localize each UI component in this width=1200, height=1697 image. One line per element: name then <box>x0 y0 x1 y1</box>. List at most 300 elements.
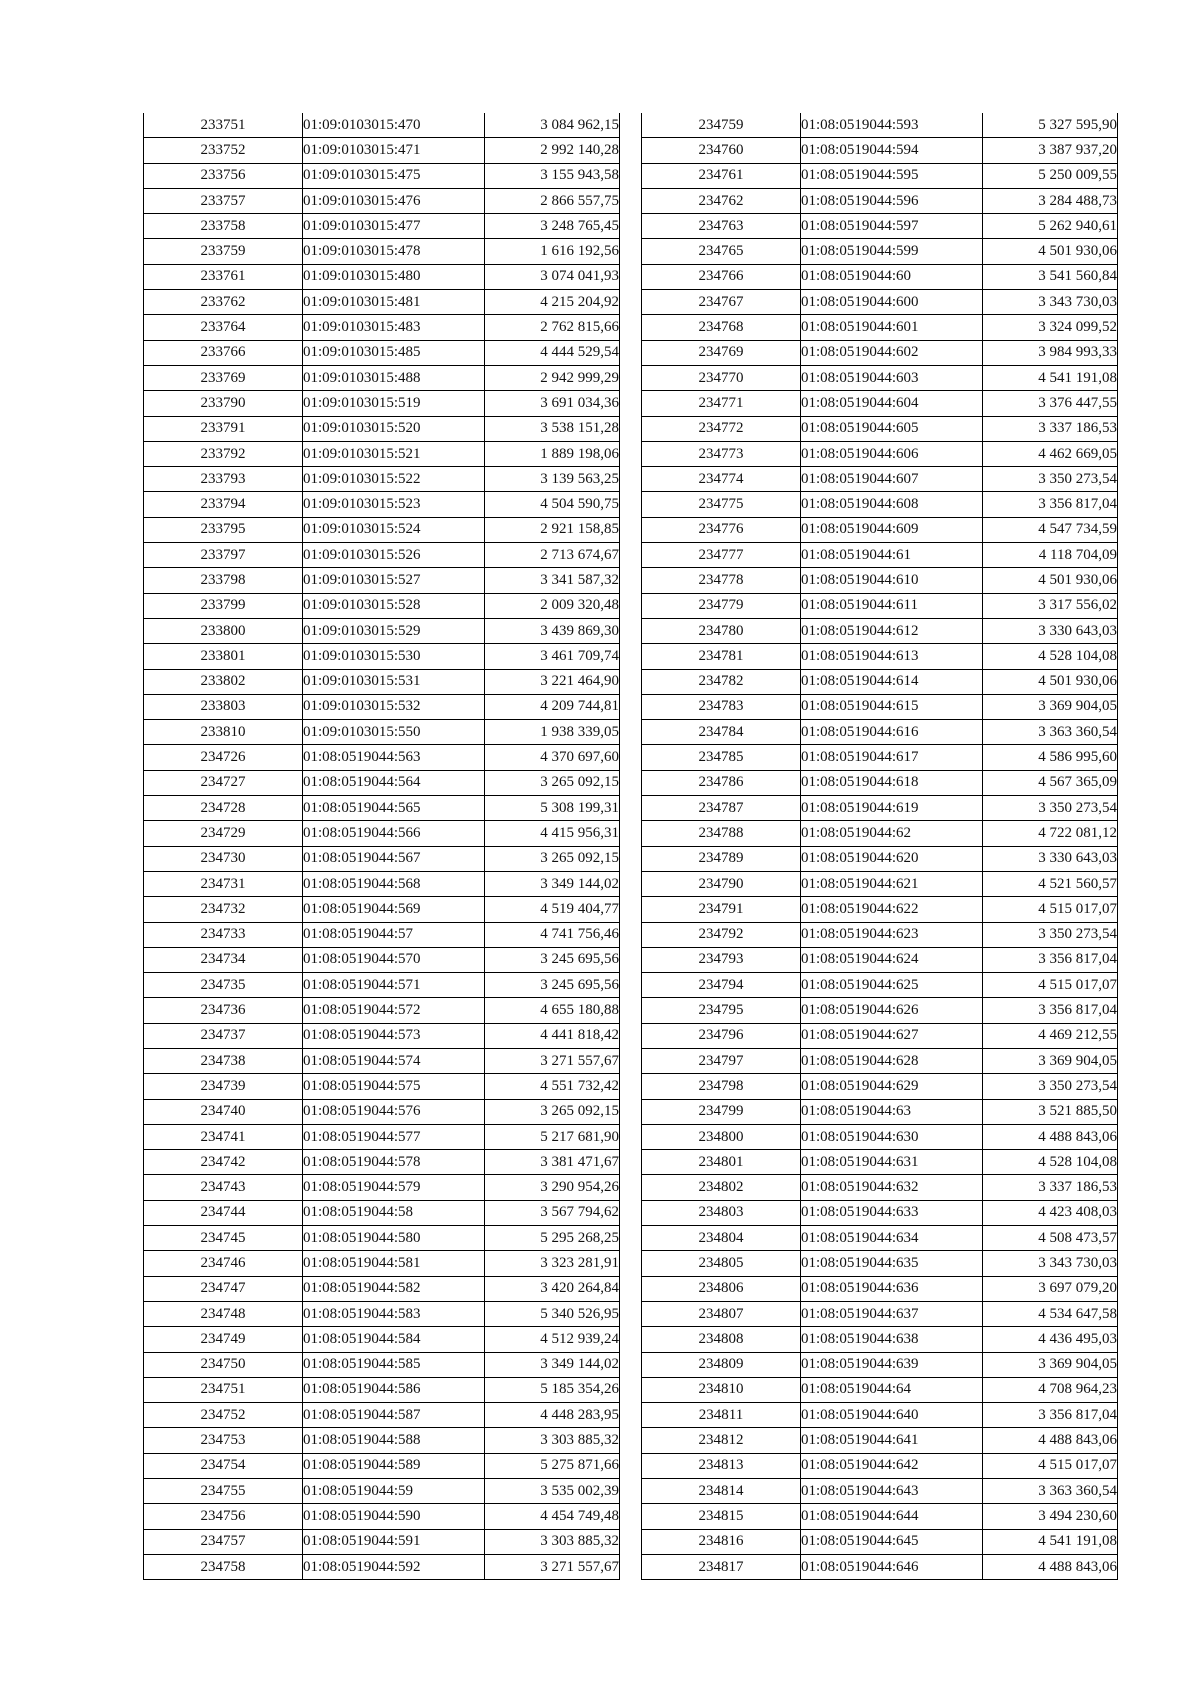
record-number-cell: 233759 <box>144 239 303 264</box>
record-number-cell: 234796 <box>642 1023 801 1048</box>
value-cell: 4 423 408,03 <box>983 1200 1118 1225</box>
table-row <box>642 1352 1118 1377</box>
table-row <box>144 1276 620 1301</box>
data-table-left <box>143 113 620 1580</box>
value-cell: 3 521 885,50 <box>983 1099 1118 1124</box>
record-number-cell: 233751 <box>144 113 303 138</box>
table-row <box>144 340 620 365</box>
cadastral-number-cell: 01:08:0519044:622 <box>801 897 983 922</box>
cadastral-number-cell: 01:08:0519044:589 <box>303 1453 485 1478</box>
cadastral-number-cell: 01:08:0519044:563 <box>303 745 485 770</box>
value-cell: 2 992 140,28 <box>485 138 620 163</box>
value-cell: 3 271 557,67 <box>485 1048 620 1073</box>
cadastral-number-cell: 01:08:0519044:629 <box>801 1074 983 1099</box>
value-cell: 3 350 273,54 <box>983 1074 1118 1099</box>
cadastral-number-cell: 01:08:0519044:572 <box>303 998 485 1023</box>
value-cell: 4 512 939,24 <box>485 1327 620 1352</box>
cadastral-number-cell: 01:08:0519044:64 <box>801 1377 983 1402</box>
table-row <box>642 694 1118 719</box>
record-number-cell: 234744 <box>144 1200 303 1225</box>
cadastral-number-cell: 01:08:0519044:578 <box>303 1150 485 1175</box>
record-number-cell: 234741 <box>144 1124 303 1149</box>
cadastral-number-cell: 01:08:0519044:58 <box>303 1200 485 1225</box>
record-number-cell: 234734 <box>144 947 303 972</box>
value-cell: 4 515 017,07 <box>983 1453 1118 1478</box>
cadastral-number-cell: 01:09:0103015:483 <box>303 315 485 340</box>
cadastral-number-cell: 01:08:0519044:593 <box>801 113 983 138</box>
cadastral-number-cell: 01:08:0519044:567 <box>303 846 485 871</box>
record-number-cell: 234728 <box>144 796 303 821</box>
value-cell: 3 084 962,15 <box>485 113 620 138</box>
value-cell: 4 501 930,06 <box>983 669 1118 694</box>
value-cell: 4 462 669,05 <box>983 441 1118 466</box>
value-cell: 2 942 999,29 <box>485 365 620 390</box>
value-cell: 3 271 557,67 <box>485 1554 620 1579</box>
cadastral-number-cell: 01:09:0103015:526 <box>303 543 485 568</box>
record-number-cell: 233757 <box>144 188 303 213</box>
record-number-cell: 234777 <box>642 543 801 568</box>
table-row <box>642 1428 1118 1453</box>
table-row <box>642 1301 1118 1326</box>
record-number-cell: 234726 <box>144 745 303 770</box>
record-number-cell: 234809 <box>642 1352 801 1377</box>
value-cell: 4 441 818,42 <box>485 1023 620 1048</box>
table-row <box>642 1479 1118 1504</box>
value-cell: 3 420 264,84 <box>485 1276 620 1301</box>
value-cell: 5 275 871,66 <box>485 1453 620 1478</box>
record-number-cell: 233761 <box>144 264 303 289</box>
cadastral-number-cell: 01:09:0103015:477 <box>303 214 485 239</box>
table-row <box>642 1276 1118 1301</box>
record-number-cell: 234756 <box>144 1504 303 1529</box>
cadastral-number-cell: 01:08:0519044:625 <box>801 973 983 998</box>
value-cell: 4 209 744,81 <box>485 694 620 719</box>
value-cell: 3 538 151,28 <box>485 416 620 441</box>
cadastral-number-cell: 01:08:0519044:579 <box>303 1175 485 1200</box>
cadastral-number-cell: 01:08:0519044:576 <box>303 1099 485 1124</box>
value-cell: 3 381 471,67 <box>485 1150 620 1175</box>
record-number-cell: 234730 <box>144 846 303 871</box>
cadastral-number-cell: 01:09:0103015:528 <box>303 593 485 618</box>
record-number-cell: 233764 <box>144 315 303 340</box>
table-row <box>144 1504 620 1529</box>
cadastral-number-cell: 01:09:0103015:520 <box>303 416 485 441</box>
cadastral-number-cell: 01:08:0519044:61 <box>801 543 983 568</box>
cadastral-number-cell: 01:08:0519044:610 <box>801 568 983 593</box>
cadastral-number-cell: 01:08:0519044:570 <box>303 947 485 972</box>
cadastral-number-cell: 01:08:0519044:575 <box>303 1074 485 1099</box>
table-row <box>144 669 620 694</box>
record-number-cell: 233758 <box>144 214 303 239</box>
table-row <box>144 239 620 264</box>
value-cell: 3 691 034,36 <box>485 391 620 416</box>
cadastral-number-cell: 01:09:0103015:529 <box>303 618 485 643</box>
record-number-cell: 233799 <box>144 593 303 618</box>
record-number-cell: 234733 <box>144 922 303 947</box>
table-row <box>144 138 620 163</box>
table-row <box>642 568 1118 593</box>
table-row <box>144 1175 620 1200</box>
cadastral-number-cell: 01:08:0519044:604 <box>801 391 983 416</box>
table-row <box>144 543 620 568</box>
record-number-cell: 233797 <box>144 543 303 568</box>
table-row <box>642 290 1118 315</box>
table-row <box>642 1529 1118 1554</box>
cadastral-number-cell: 01:08:0519044:621 <box>801 871 983 896</box>
value-cell: 4 541 191,08 <box>983 365 1118 390</box>
value-cell: 4 215 204,92 <box>485 290 620 315</box>
value-cell: 3 356 817,04 <box>983 492 1118 517</box>
table-row <box>642 644 1118 669</box>
table-row <box>144 998 620 1023</box>
value-cell: 3 324 099,52 <box>983 315 1118 340</box>
value-cell: 3 265 092,15 <box>485 1099 620 1124</box>
record-number-cell: 234776 <box>642 517 801 542</box>
table-row <box>144 1479 620 1504</box>
record-number-cell: 234784 <box>642 720 801 745</box>
value-cell: 4 541 191,08 <box>983 1529 1118 1554</box>
value-cell: 3 461 709,74 <box>485 644 620 669</box>
table-row <box>144 517 620 542</box>
table-row <box>642 492 1118 517</box>
record-number-cell: 234812 <box>642 1428 801 1453</box>
value-cell: 4 488 843,06 <box>983 1124 1118 1149</box>
value-cell: 3 343 730,03 <box>983 290 1118 315</box>
cadastral-number-cell: 01:08:0519044:564 <box>303 770 485 795</box>
table-row <box>642 1327 1118 1352</box>
record-number-cell: 234787 <box>642 796 801 821</box>
value-cell: 4 708 964,23 <box>983 1377 1118 1402</box>
record-number-cell: 233801 <box>144 644 303 669</box>
cadastral-number-cell: 01:08:0519044:615 <box>801 694 983 719</box>
value-cell: 3 139 563,25 <box>485 467 620 492</box>
table-row <box>144 1529 620 1554</box>
value-cell: 3 363 360,54 <box>983 720 1118 745</box>
table-row <box>642 441 1118 466</box>
value-cell: 3 356 817,04 <box>983 947 1118 972</box>
table-row <box>144 922 620 947</box>
table-row <box>144 694 620 719</box>
value-cell: 5 295 268,25 <box>485 1226 620 1251</box>
record-number-cell: 234760 <box>642 138 801 163</box>
cadastral-number-cell: 01:08:0519044:626 <box>801 998 983 1023</box>
value-cell: 3 356 817,04 <box>983 1403 1118 1428</box>
value-cell: 3 541 560,84 <box>983 264 1118 289</box>
cadastral-number-cell: 01:08:0519044:574 <box>303 1048 485 1073</box>
cadastral-number-cell: 01:08:0519044:586 <box>303 1377 485 1402</box>
record-number-cell: 234793 <box>642 947 801 972</box>
cadastral-number-cell: 01:08:0519044:568 <box>303 871 485 896</box>
record-number-cell: 234773 <box>642 441 801 466</box>
table-row <box>144 821 620 846</box>
table-row <box>642 264 1118 289</box>
record-number-cell: 234800 <box>642 1124 801 1149</box>
value-cell: 4 501 930,06 <box>983 239 1118 264</box>
table-row <box>642 1226 1118 1251</box>
value-cell: 4 454 749,48 <box>485 1504 620 1529</box>
cadastral-number-cell: 01:09:0103015:531 <box>303 669 485 694</box>
table-row <box>144 163 620 188</box>
record-number-cell: 234757 <box>144 1529 303 1554</box>
cadastral-number-cell: 01:09:0103015:530 <box>303 644 485 669</box>
table-row <box>144 796 620 821</box>
table-row <box>642 543 1118 568</box>
value-cell: 1 889 198,06 <box>485 441 620 466</box>
record-number-cell: 234739 <box>144 1074 303 1099</box>
cadastral-number-cell: 01:08:0519044:616 <box>801 720 983 745</box>
table-row <box>144 720 620 745</box>
value-cell: 5 185 354,26 <box>485 1377 620 1402</box>
table-row <box>144 1453 620 1478</box>
value-cell: 4 515 017,07 <box>983 973 1118 998</box>
cadastral-number-cell: 01:09:0103015:471 <box>303 138 485 163</box>
record-number-cell: 234736 <box>144 998 303 1023</box>
value-cell: 3 984 993,33 <box>983 340 1118 365</box>
value-cell: 3 439 869,30 <box>485 618 620 643</box>
value-cell: 4 436 495,03 <box>983 1327 1118 1352</box>
value-cell: 4 469 212,55 <box>983 1023 1118 1048</box>
table-row <box>144 1301 620 1326</box>
table-row <box>642 1453 1118 1478</box>
table-row <box>642 1048 1118 1073</box>
cadastral-number-cell: 01:08:0519044:636 <box>801 1276 983 1301</box>
value-cell: 2 713 674,67 <box>485 543 620 568</box>
value-cell: 3 290 954,26 <box>485 1175 620 1200</box>
record-number-cell: 233790 <box>144 391 303 416</box>
cadastral-number-cell: 01:09:0103015:519 <box>303 391 485 416</box>
cadastral-number-cell: 01:09:0103015:521 <box>303 441 485 466</box>
value-cell: 4 501 930,06 <box>983 568 1118 593</box>
value-cell: 3 349 144,02 <box>485 871 620 896</box>
cadastral-number-cell: 01:08:0519044:592 <box>303 1554 485 1579</box>
value-cell: 3 074 041,93 <box>485 264 620 289</box>
value-cell: 4 741 756,46 <box>485 922 620 947</box>
table-row <box>144 315 620 340</box>
cadastral-number-cell: 01:08:0519044:596 <box>801 188 983 213</box>
record-number-cell: 234768 <box>642 315 801 340</box>
value-cell: 3 350 273,54 <box>983 467 1118 492</box>
table-row <box>642 365 1118 390</box>
record-number-cell: 233798 <box>144 568 303 593</box>
cadastral-number-cell: 01:08:0519044:566 <box>303 821 485 846</box>
value-cell: 3 330 643,03 <box>983 618 1118 643</box>
table-row <box>144 1124 620 1149</box>
table-row <box>642 947 1118 972</box>
cadastral-number-cell: 01:08:0519044:571 <box>303 973 485 998</box>
value-cell: 1 616 192,56 <box>485 239 620 264</box>
table-row <box>144 1200 620 1225</box>
value-cell: 3 535 002,39 <box>485 1479 620 1504</box>
table-row <box>642 1504 1118 1529</box>
record-number-cell: 234738 <box>144 1048 303 1073</box>
table-row <box>642 517 1118 542</box>
table-row <box>144 492 620 517</box>
cadastral-number-cell: 01:08:0519044:584 <box>303 1327 485 1352</box>
cadastral-number-cell: 01:08:0519044:609 <box>801 517 983 542</box>
cadastral-number-cell: 01:08:0519044:583 <box>303 1301 485 1326</box>
table-row <box>642 897 1118 922</box>
cadastral-number-cell: 01:08:0519044:603 <box>801 365 983 390</box>
value-cell: 3 155 943,58 <box>485 163 620 188</box>
table-row <box>144 871 620 896</box>
table-row <box>144 1403 620 1428</box>
cadastral-number-cell: 01:08:0519044:644 <box>801 1504 983 1529</box>
record-number-cell: 233791 <box>144 416 303 441</box>
cadastral-number-cell: 01:08:0519044:620 <box>801 846 983 871</box>
value-cell: 5 308 199,31 <box>485 796 620 821</box>
value-cell: 1 938 339,05 <box>485 720 620 745</box>
record-number-cell: 234814 <box>642 1479 801 1504</box>
value-cell: 3 350 273,54 <box>983 922 1118 947</box>
table-row <box>642 1403 1118 1428</box>
value-cell: 4 118 704,09 <box>983 543 1118 568</box>
record-number-cell: 234775 <box>642 492 801 517</box>
cadastral-number-cell: 01:08:0519044:623 <box>801 922 983 947</box>
value-cell: 4 586 995,60 <box>983 745 1118 770</box>
value-cell: 2 762 815,66 <box>485 315 620 340</box>
table-row <box>144 1023 620 1048</box>
value-cell: 4 521 560,57 <box>983 871 1118 896</box>
cadastral-number-cell: 01:08:0519044:633 <box>801 1200 983 1225</box>
value-cell: 3 697 079,20 <box>983 1276 1118 1301</box>
value-cell: 3 337 186,53 <box>983 1175 1118 1200</box>
table-row <box>642 770 1118 795</box>
data-table-right <box>641 113 1118 1580</box>
table-row <box>642 922 1118 947</box>
table-row <box>144 770 620 795</box>
cadastral-number-cell: 01:08:0519044:597 <box>801 214 983 239</box>
record-number-cell: 234808 <box>642 1327 801 1352</box>
table-row <box>144 113 620 138</box>
record-number-cell: 234779 <box>642 593 801 618</box>
table-row <box>642 745 1118 770</box>
table-row <box>642 1175 1118 1200</box>
value-cell: 5 327 595,90 <box>983 113 1118 138</box>
record-number-cell: 234732 <box>144 897 303 922</box>
cadastral-number-cell: 01:08:0519044:595 <box>801 163 983 188</box>
table-row <box>144 188 620 213</box>
record-number-cell: 233803 <box>144 694 303 719</box>
table-row <box>642 1074 1118 1099</box>
table-row <box>144 365 620 390</box>
value-cell: 5 250 009,55 <box>983 163 1118 188</box>
value-cell: 3 221 464,90 <box>485 669 620 694</box>
value-cell: 5 217 681,90 <box>485 1124 620 1149</box>
value-cell: 4 551 732,42 <box>485 1074 620 1099</box>
record-number-cell: 234759 <box>642 113 801 138</box>
record-number-cell: 234783 <box>642 694 801 719</box>
cadastral-number-cell: 01:08:0519044:639 <box>801 1352 983 1377</box>
cadastral-number-cell: 01:08:0519044:585 <box>303 1352 485 1377</box>
value-cell: 4 488 843,06 <box>983 1554 1118 1579</box>
value-cell: 5 340 526,95 <box>485 1301 620 1326</box>
table-body <box>642 113 1118 1580</box>
record-number-cell: 234810 <box>642 1377 801 1402</box>
cadastral-number-cell: 01:09:0103015:470 <box>303 113 485 138</box>
record-number-cell: 234795 <box>642 998 801 1023</box>
value-cell: 3 265 092,15 <box>485 846 620 871</box>
cadastral-number-cell: 01:08:0519044:573 <box>303 1023 485 1048</box>
cadastral-number-cell: 01:09:0103015:524 <box>303 517 485 542</box>
table-row <box>642 973 1118 998</box>
record-number-cell: 233810 <box>144 720 303 745</box>
record-number-cell: 234737 <box>144 1023 303 1048</box>
record-number-cell: 234780 <box>642 618 801 643</box>
record-number-cell: 234750 <box>144 1352 303 1377</box>
record-number-cell: 234806 <box>642 1276 801 1301</box>
record-number-cell: 234740 <box>144 1099 303 1124</box>
record-number-cell: 234786 <box>642 770 801 795</box>
table-row <box>642 720 1118 745</box>
value-cell: 4 528 104,08 <box>983 1150 1118 1175</box>
cadastral-number-cell: 01:08:0519044:631 <box>801 1150 983 1175</box>
cadastral-number-cell: 01:08:0519044:580 <box>303 1226 485 1251</box>
value-cell: 3 369 904,05 <box>983 1048 1118 1073</box>
table-row <box>144 947 620 972</box>
cadastral-number-cell: 01:09:0103015:527 <box>303 568 485 593</box>
value-cell: 4 519 404,77 <box>485 897 620 922</box>
record-number-cell: 233802 <box>144 669 303 694</box>
table-row <box>144 568 620 593</box>
cadastral-number-cell: 01:08:0519044:582 <box>303 1276 485 1301</box>
record-number-cell: 234743 <box>144 1175 303 1200</box>
table-row <box>144 1099 620 1124</box>
record-number-cell: 234813 <box>642 1453 801 1478</box>
cadastral-number-cell: 01:08:0519044:612 <box>801 618 983 643</box>
cadastral-number-cell: 01:08:0519044:643 <box>801 1479 983 1504</box>
cadastral-number-cell: 01:09:0103015:475 <box>303 163 485 188</box>
cadastral-number-cell: 01:08:0519044:632 <box>801 1175 983 1200</box>
table-row <box>144 846 620 871</box>
record-number-cell: 234798 <box>642 1074 801 1099</box>
record-number-cell: 234802 <box>642 1175 801 1200</box>
record-number-cell: 234747 <box>144 1276 303 1301</box>
table-body <box>144 113 620 1580</box>
record-number-cell: 234765 <box>642 239 801 264</box>
value-cell: 4 655 180,88 <box>485 998 620 1023</box>
value-cell: 2 009 320,48 <box>485 593 620 618</box>
value-cell: 3 245 695,56 <box>485 947 620 972</box>
value-cell: 4 515 017,07 <box>983 897 1118 922</box>
table-row <box>144 593 620 618</box>
cadastral-number-cell: 01:09:0103015:522 <box>303 467 485 492</box>
value-cell: 3 356 817,04 <box>983 998 1118 1023</box>
record-number-cell: 234762 <box>642 188 801 213</box>
record-number-cell: 234817 <box>642 1554 801 1579</box>
cadastral-number-cell: 01:08:0519044:606 <box>801 441 983 466</box>
record-number-cell: 234811 <box>642 1403 801 1428</box>
record-number-cell: 234789 <box>642 846 801 871</box>
value-cell: 3 349 144,02 <box>485 1352 620 1377</box>
cadastral-number-cell: 01:08:0519044:614 <box>801 669 983 694</box>
value-cell: 3 343 730,03 <box>983 1251 1118 1276</box>
cadastral-number-cell: 01:09:0103015:550 <box>303 720 485 745</box>
table-row <box>642 416 1118 441</box>
table-row <box>144 1048 620 1073</box>
value-cell: 3 341 587,32 <box>485 568 620 593</box>
value-cell: 5 262 940,61 <box>983 214 1118 239</box>
record-number-cell: 234799 <box>642 1099 801 1124</box>
table-row <box>642 214 1118 239</box>
cadastral-number-cell: 01:08:0519044:634 <box>801 1226 983 1251</box>
table-row <box>144 467 620 492</box>
cadastral-number-cell: 01:08:0519044:62 <box>801 821 983 846</box>
cadastral-number-cell: 01:08:0519044:640 <box>801 1403 983 1428</box>
record-number-cell: 234778 <box>642 568 801 593</box>
record-number-cell: 233752 <box>144 138 303 163</box>
cadastral-number-cell: 01:08:0519044:581 <box>303 1251 485 1276</box>
table-row <box>642 1554 1118 1579</box>
